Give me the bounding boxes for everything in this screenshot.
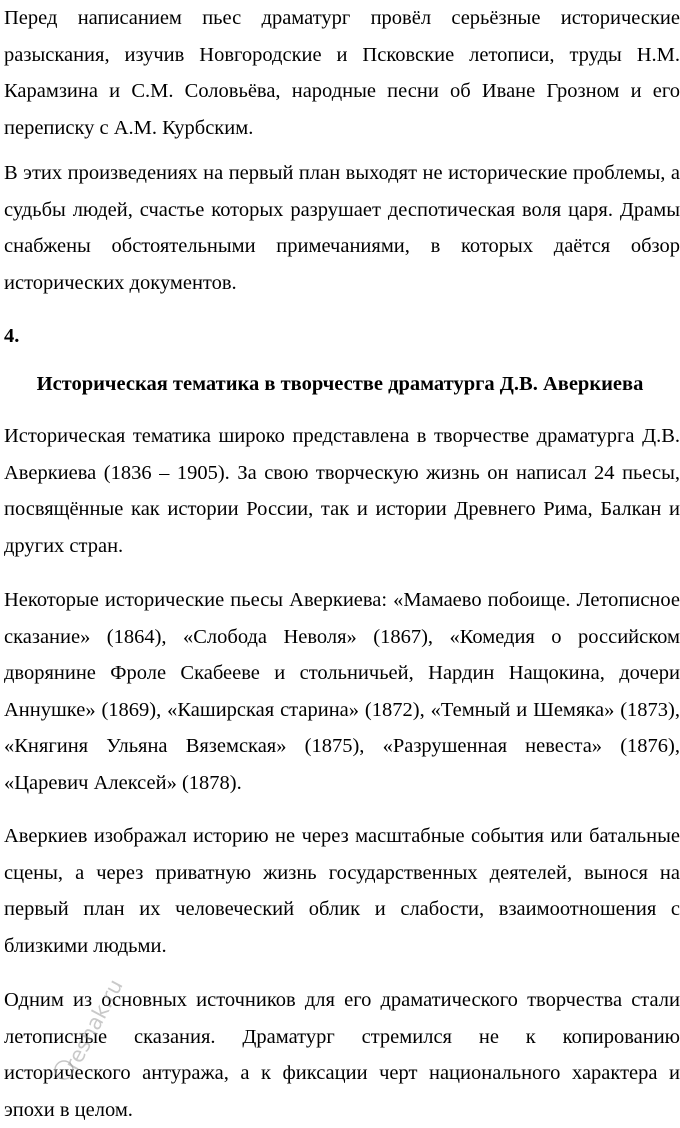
section-heading: Историческая тематика в творчестве драматурга Д.В. Аверкиева <box>36 373 644 395</box>
paragraph-intro-averkiev: Историческая тематика широко представлена в творчестве драматурга Д.В. Аверкиева (1836 – 1905). За свою творческую жизнь он написал 24 пьесы, посвящённые как истории России, так и истории Древнего Рима, Балкан и других стран. <box>4 425 680 557</box>
paragraph-sources: Перед написанием пьес драматург провёл серьёзные исторические разыскания, изучив Новгородские и Псковские летописи, труды Н.М. Карамзина и С.М. Соловьёва, народные песни об Иване Грозном и его переписку с А.М. Курбским. <box>4 7 680 139</box>
watermark-text: reshak.ru <box>59 975 128 1075</box>
paragraph-themes: В этих произведениях на первый план выходят не исторические проблемы, а судьбы людей, счастье которых разрушает деспотическая воля царя. Драмы снабжены обстоятельными примечаниями, в которых даётся обзор исторических документов. <box>4 162 680 294</box>
paragraph-chronicles: Одним из основных источников для его драматического творчества стали летописные сказания. Драматург стремился не к копированию исторического антуража, а к фиксации черт национального характера и эпохи в целом. <box>4 989 680 1121</box>
paragraph-plays-list: Некоторые исторические пьесы Аверкиева: «Мамаево побоище. Летописное сказание» (1864), «Слобода Неволя» (1867), «Комедия о российском дворянине Фроле Скабееве и стольничьей, Нардин Нащокина, дочери Аннушке» (1869), «Каширская старина» (1872), «Темный и Шемяка» (1873), «Княгиня Ульяна Вяземская» (1875), «Разрушенная невеста» (1876), «Царевич Алексей» (1878). <box>4 589 680 794</box>
section-number: 4. <box>4 325 20 347</box>
paragraph-method: Аверкиев изображал историю не через масштабные события или батальные сцены, а через приватную жизнь государственных деятелей, вынося на первый план их человеческий облик и слабости, взаимоотношения с близкими людьми. <box>4 825 680 957</box>
